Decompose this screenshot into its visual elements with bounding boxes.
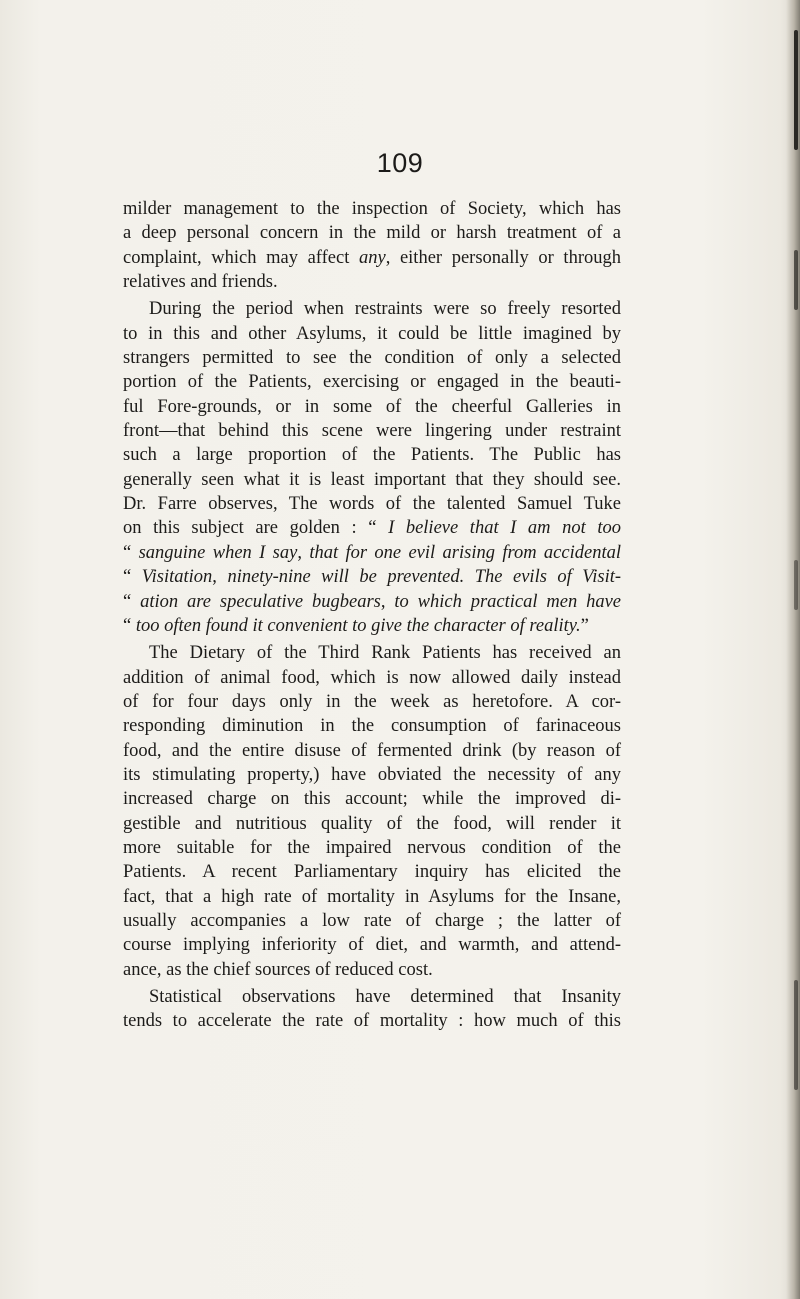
text-line [123,933,621,957]
text-line [123,666,621,690]
italic-text: any [358,247,386,268]
text-run: complaint, which may affect [123,247,359,268]
body-text [123,197,621,1034]
text-run: more suitable for the impaired nervous condition of the [123,837,621,858]
italic-text: sanguine when I say [138,542,298,563]
text-run: “ [123,567,142,588]
text-line [123,370,621,394]
text-run: milder management to the inspection of Society, which has [123,199,621,219]
text-line [123,812,621,836]
text-line [123,419,621,443]
text-run: Statistical observations have determined that Insanity [149,987,621,1007]
text-line [123,885,621,909]
text-run: , either personally or through [385,247,621,268]
text-run: usually accompanies a low rate of charge ; the latter of [123,910,621,931]
text-line [123,246,621,270]
text-run: “ [123,615,136,636]
text-run: of for four days only in the week as heretofore. A cor- [123,691,621,712]
text-run: such a large proportion of the Patients. The Public has [123,445,621,466]
text-line [123,468,621,492]
text-run: , [380,591,395,612]
text-line [123,346,621,370]
text-line [123,763,621,787]
text-run: fact, that a high rate of mortality in Asylums for the Insane, [123,886,621,907]
text-run: relatives and friends. [123,272,278,293]
text-run: addition of animal food, which is now allowed daily instead [123,667,621,688]
text-line [123,516,621,540]
italic-text: that for one evil arising from accidental [309,542,621,563]
text-line [123,614,621,638]
text-run: ful Fore-grounds, or in some of the cheerful Galleries in [123,396,621,417]
text-run: , [212,567,228,588]
binding-mark [794,30,798,150]
italic-text: to which practical men have [394,591,622,612]
text-line [123,297,621,321]
text-line [123,590,621,614]
text-run: its stimulating property,) have obviated the necessity of any [123,764,621,785]
page-number: 109 [376,148,424,178]
text-run: food, and the entire disuse of fermented drink (by reason of [123,740,621,761]
page-edge-shadow [786,0,800,1299]
text-line [123,714,621,738]
text-run: The Dietary of the Third Rank Patients has received an [149,643,621,664]
italic-text: Visitation [141,567,213,588]
text-line [123,1009,621,1033]
text-run: generally seen what it is least important that they should see. [123,469,621,490]
text-run: increased charge on this account; while the improved di- [123,789,621,810]
text-run: During the period when restraints were so freely resorted [149,299,621,320]
text-run: “ [123,542,139,563]
text-run: ance, as the chief sources of reduced cost. [123,959,433,980]
paragraph [123,641,621,982]
text-line [123,958,621,982]
italic-text: ation are speculative bugbears [140,591,381,612]
text-line [123,270,621,294]
paragraph [123,197,621,294]
binding-mark [794,250,798,310]
text-run: , [297,542,310,563]
text-line [123,690,621,714]
text-line [123,443,621,467]
text-line [123,836,621,860]
text-run: responding diminution in the consumption of farinaceous [123,716,621,737]
text-line [123,641,621,665]
paragraph [123,985,621,1034]
text-run: “ [123,591,141,612]
text-line [123,909,621,933]
text-run: Dr. Farre observes, The words of the talented Samuel Tuke [123,494,621,515]
text-line [123,492,621,516]
italic-text: too often found it convenient to give the character of reality. [135,615,581,636]
paragraph [123,297,621,638]
text-run: to in this and other Asylums, it could be little imagined by [123,323,621,344]
text-line [123,541,621,565]
text-line [123,221,621,245]
binding-mark [794,560,798,610]
text-run: strangers permitted to see the condition of only a selected [123,348,621,369]
text-run: on this subject are golden : “ [123,518,389,539]
text-line [123,565,621,589]
text-line [123,739,621,763]
text-run: portion of the Patients, exercising or engaged in the beauti- [123,372,621,393]
text-run: Patients. A recent Parliamentary inquiry has elicited the [123,862,621,883]
text-run: gestible and nutritious quality of the food, will render it [123,813,621,834]
text-run: tends to accelerate the rate of mortality : how much of this [123,1011,621,1032]
text-run: front—that behind this scene were lingering under restraint [123,421,621,442]
italic-text: I believe that I am not too [388,518,621,539]
binding-mark [794,980,798,1090]
text-line [123,787,621,811]
text-line [123,985,621,1009]
text-run: ” [580,615,589,636]
text-line [123,322,621,346]
text-line [123,860,621,884]
text-run: a deep personal concern in the mild or harsh treatment of a [123,223,621,244]
italic-text: ninety-nine will be prevented. The evils of Visit- [227,567,622,588]
text-line [123,395,621,419]
text-line [123,197,621,221]
text-run: course implying inferiority of diet, and warmth, and attend- [123,935,621,956]
